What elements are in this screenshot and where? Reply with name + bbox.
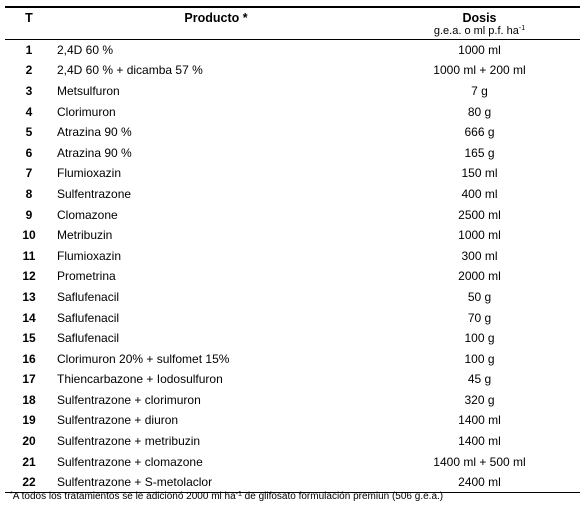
- cell-producto: Prometrina: [57, 269, 116, 284]
- cell-producto: Clorimuron: [57, 104, 116, 119]
- table-row: [5, 451, 580, 472]
- cell-treatment-number: 8: [25, 186, 33, 201]
- cell-treatment-number: 2: [25, 63, 33, 78]
- table-row: [5, 40, 580, 61]
- cell-producto: Metribuzin: [57, 228, 113, 243]
- cell-producto: 2,4D 60 %: [57, 43, 114, 58]
- table-row: [5, 184, 580, 205]
- cell-treatment-number: 18: [22, 392, 36, 407]
- cell-producto: Sulfentrazone + metribuzin: [57, 434, 201, 449]
- cell-dosis: 1400 ml: [458, 434, 501, 449]
- table-row: [5, 204, 580, 225]
- cell-dosis: 70 g: [467, 310, 492, 325]
- cell-producto: Atrazina 90 %: [57, 145, 132, 160]
- cell-treatment-number: 10: [22, 228, 36, 243]
- table-header: [5, 7, 580, 40]
- cell-dosis: 2000 ml: [458, 269, 501, 284]
- cell-treatment-number: 17: [22, 372, 36, 387]
- cell-treatment-number: 7: [25, 166, 33, 181]
- cell-producto: Flumioxazin: [57, 166, 122, 181]
- cell-producto: Saflufenacil: [57, 331, 120, 346]
- cell-producto: Clorimuron 20% + sulfomet 15%: [57, 351, 230, 366]
- table-row: [5, 122, 580, 143]
- table-row: [5, 245, 580, 266]
- cell-producto: Sulfentrazone + clorimuron: [57, 392, 201, 407]
- table-row: [5, 328, 580, 349]
- cell-producto: Sulfentrazone + diuron: [57, 413, 179, 428]
- cell-producto: Atrazina 90 %: [57, 125, 132, 140]
- table-row: [5, 60, 580, 81]
- cell-treatment-number: 3: [25, 83, 33, 98]
- table-row: [5, 101, 580, 122]
- header-dosis-unit-sup: -1: [518, 25, 526, 32]
- cell-treatment-number: 15: [22, 331, 36, 346]
- header-dosis-unit-text: g.e.a. o ml p.f. ha: [433, 25, 519, 37]
- footnote-sup: -1: [235, 491, 242, 498]
- cell-producto: 2,4D 60 % + dicamba 57 %: [57, 63, 203, 78]
- cell-dosis: 2500 ml: [458, 207, 501, 222]
- cell-producto: Flumioxazin: [57, 248, 122, 263]
- table-row: [5, 266, 580, 287]
- cell-producto: Metsulfuron: [57, 83, 120, 98]
- cell-treatment-number: 4: [25, 104, 33, 119]
- header-dosis: [379, 7, 580, 40]
- cell-producto: Sulfentrazone + S-metolaclor: [57, 475, 213, 490]
- cell-producto: Sulfentrazone + clomazone: [57, 454, 203, 469]
- cell-dosis: 7 g: [471, 83, 488, 98]
- cell-treatment-number: 14: [22, 310, 36, 325]
- table-row: [5, 287, 580, 308]
- cell-dosis: 1000 ml + 200 ml: [433, 63, 526, 78]
- cell-dosis: 320 g: [464, 392, 495, 407]
- header-producto: Producto *: [184, 11, 248, 25]
- cell-dosis: 400 ml: [461, 186, 498, 201]
- cell-treatment-number: 5: [25, 125, 33, 140]
- header-t: T: [25, 11, 33, 25]
- cell-treatment-number: 22: [22, 475, 36, 490]
- cell-dosis: 1400 ml: [458, 413, 501, 428]
- table-row: [5, 390, 580, 411]
- table-row: [5, 472, 580, 493]
- cell-producto: Thiencarbazone + Iodosulfuron: [57, 372, 223, 387]
- footnote-marker: *: [10, 491, 13, 498]
- table-row: [5, 142, 580, 163]
- footnote: [10, 491, 443, 503]
- table-row: [5, 81, 580, 102]
- cell-treatment-number: 16: [22, 351, 36, 366]
- cell-treatment-number: 20: [22, 434, 36, 449]
- cell-producto: Clomazone: [57, 207, 118, 222]
- cell-dosis: 50 g: [467, 289, 492, 304]
- table-body: [5, 40, 580, 493]
- cell-treatment-number: 9: [25, 207, 33, 222]
- cell-dosis: 1000 ml: [458, 43, 501, 58]
- header-dosis-label: Dosis: [462, 11, 497, 25]
- cell-treatment-number: 21: [22, 454, 36, 469]
- table-row: [5, 225, 580, 246]
- header-dosis-unit: [379, 25, 580, 37]
- table-row: [5, 369, 580, 390]
- cell-dosis: 80 g: [467, 104, 492, 119]
- cell-treatment-number: 11: [22, 248, 36, 263]
- cell-treatment-number: 19: [22, 413, 36, 428]
- cell-treatment-number: 1: [25, 43, 33, 58]
- cell-treatment-number: 13: [22, 289, 36, 304]
- header-row: [5, 7, 580, 40]
- table-row: [5, 307, 580, 328]
- cell-treatment-number: 12: [22, 269, 36, 284]
- cell-dosis: 300 ml: [461, 248, 498, 263]
- footnote-text-after: de glifosato formulación premiun (506 g.e.a.): [241, 491, 444, 502]
- cell-dosis: 2400 ml: [458, 475, 501, 490]
- cell-producto: Saflufenacil: [57, 310, 120, 325]
- cell-dosis: 100 g: [464, 351, 495, 366]
- cell-dosis: 1400 ml + 500 ml: [433, 454, 526, 469]
- cell-producto: Sulfentrazone: [57, 186, 132, 201]
- cell-dosis: 1000 ml: [458, 228, 501, 243]
- cell-dosis: 150 ml: [461, 166, 498, 181]
- cell-dosis: 100 g: [464, 331, 495, 346]
- table-row: [5, 348, 580, 369]
- cell-treatment-number: 6: [25, 145, 33, 160]
- cell-producto: Saflufenacil: [57, 289, 120, 304]
- cell-dosis: 45 g: [467, 372, 492, 387]
- cell-dosis: 666 g: [464, 125, 495, 140]
- treatments-table: [5, 6, 580, 493]
- cell-dosis: 165 g: [464, 145, 495, 160]
- table-row: [5, 410, 580, 431]
- table-row: [5, 431, 580, 452]
- footnote-text-before: A todos los tratamientos se le adicionó 2000 ml ha: [12, 491, 236, 502]
- table-row: [5, 163, 580, 184]
